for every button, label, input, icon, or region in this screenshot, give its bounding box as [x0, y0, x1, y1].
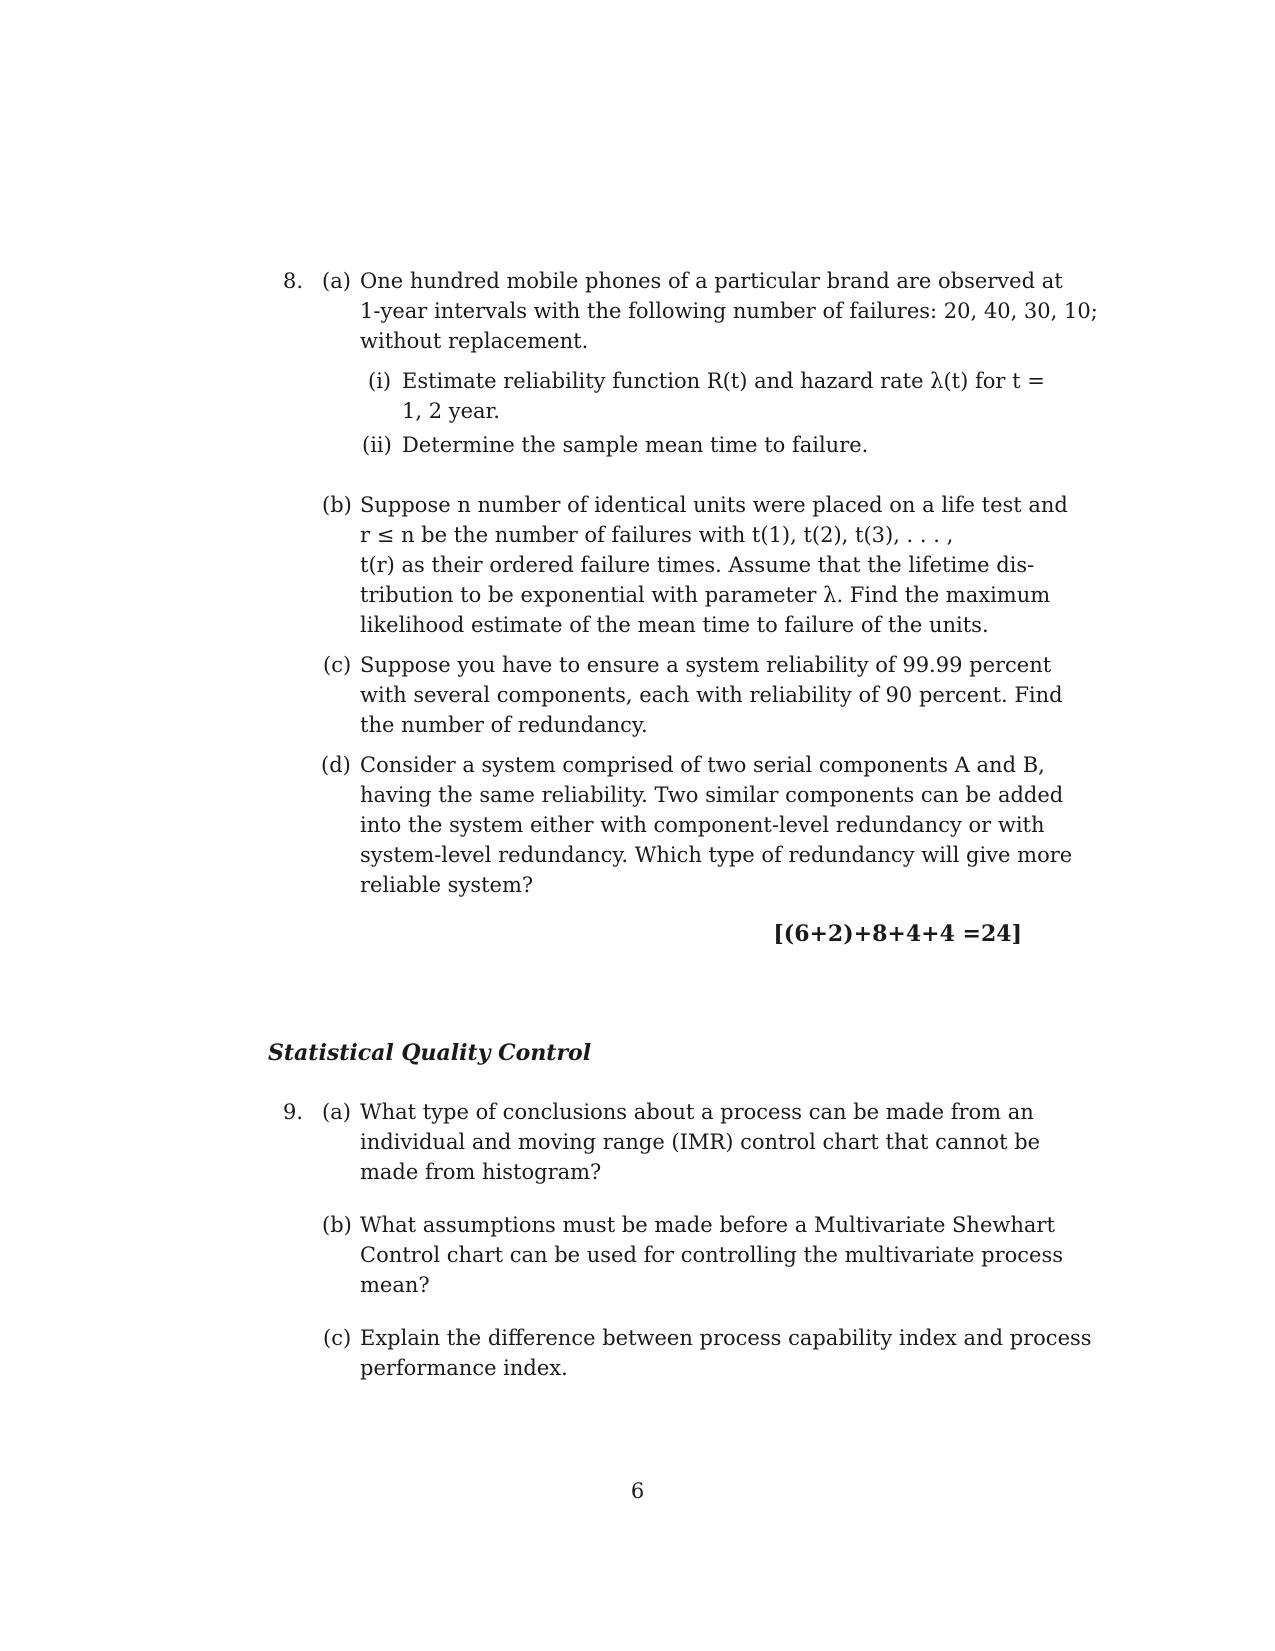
text-line: What assumptions must be made before a Multivariate Shewhart	[360, 1213, 1055, 1237]
text-line: Consider a system comprised of two serial components A and B,	[360, 753, 1045, 777]
text-line: likelihood estimate of the mean time to failure of the units.	[360, 613, 989, 637]
text-line: Explain the difference between process capability index and process	[360, 1326, 1092, 1350]
marks-allocation: [(6+2)+8+4+4 =24]	[773, 921, 1022, 947]
text-line: mean?	[360, 1273, 430, 1297]
text-line: individual and moving range (IMR) control chart that cannot be	[360, 1130, 1041, 1154]
text-line: 1, 2 year.	[402, 399, 500, 423]
text-line: without replacement.	[360, 329, 589, 353]
part-label: (b)	[322, 1213, 352, 1237]
subpart-label: (i)	[368, 369, 392, 393]
text-line: 1-year intervals with the following number of failures: 20, 40, 30, 10;	[360, 299, 1098, 323]
text-line: t(r) as their ordered failure times. Assume that the lifetime dis-	[360, 553, 1035, 577]
part-label: (a)	[322, 269, 351, 293]
text-line: the number of redundancy.	[360, 713, 648, 737]
question-number: 8.	[283, 269, 304, 293]
text-line: Estimate reliability function R(t) and hazard rate λ(t) for t =	[402, 369, 1045, 393]
text-line: Suppose n number of identical units were placed on a life test and	[360, 493, 1068, 517]
part-label: (d)	[321, 753, 351, 777]
part-label: (c)	[323, 1326, 352, 1350]
section-heading: Statistical Quality Control	[268, 1040, 592, 1066]
text-line: One hundred mobile phones of a particular brand are observed at	[360, 269, 1063, 293]
text-line: Control chart can be used for controlling the multivariate process	[360, 1243, 1063, 1267]
part-label: (b)	[322, 493, 352, 517]
part-label: (c)	[323, 653, 352, 677]
part-label: (a)	[322, 1100, 351, 1124]
text-line: reliable system?	[360, 873, 534, 897]
text-line: performance index.	[360, 1356, 568, 1380]
question-number: 9.	[283, 1100, 304, 1124]
page-number: 6	[630, 1479, 645, 1503]
text-line: with several components, each with reliability of 90 percent. Find	[360, 683, 1063, 707]
text-line: r ≤ n be the number of failures with t(1), t(2), t(3), . . . ,	[360, 523, 954, 547]
text-line: made from histogram?	[360, 1160, 602, 1184]
text-line: tribution to be exponential with parameter λ. Find the maximum	[360, 583, 1051, 607]
text-line: Determine the sample mean time to failure.	[402, 433, 869, 457]
text-line: into the system either with component-level redundancy or with	[360, 813, 1045, 837]
text-line: system-level redundancy. Which type of redundancy will give more	[360, 843, 1073, 867]
text-line: Suppose you have to ensure a system reliability of 99.99 percent	[360, 653, 1052, 677]
text-line: having the same reliability. Two similar components can be added	[360, 783, 1064, 807]
text-line: What type of conclusions about a process can be made from an	[360, 1100, 1034, 1124]
subpart-label: (ii)	[362, 433, 392, 457]
